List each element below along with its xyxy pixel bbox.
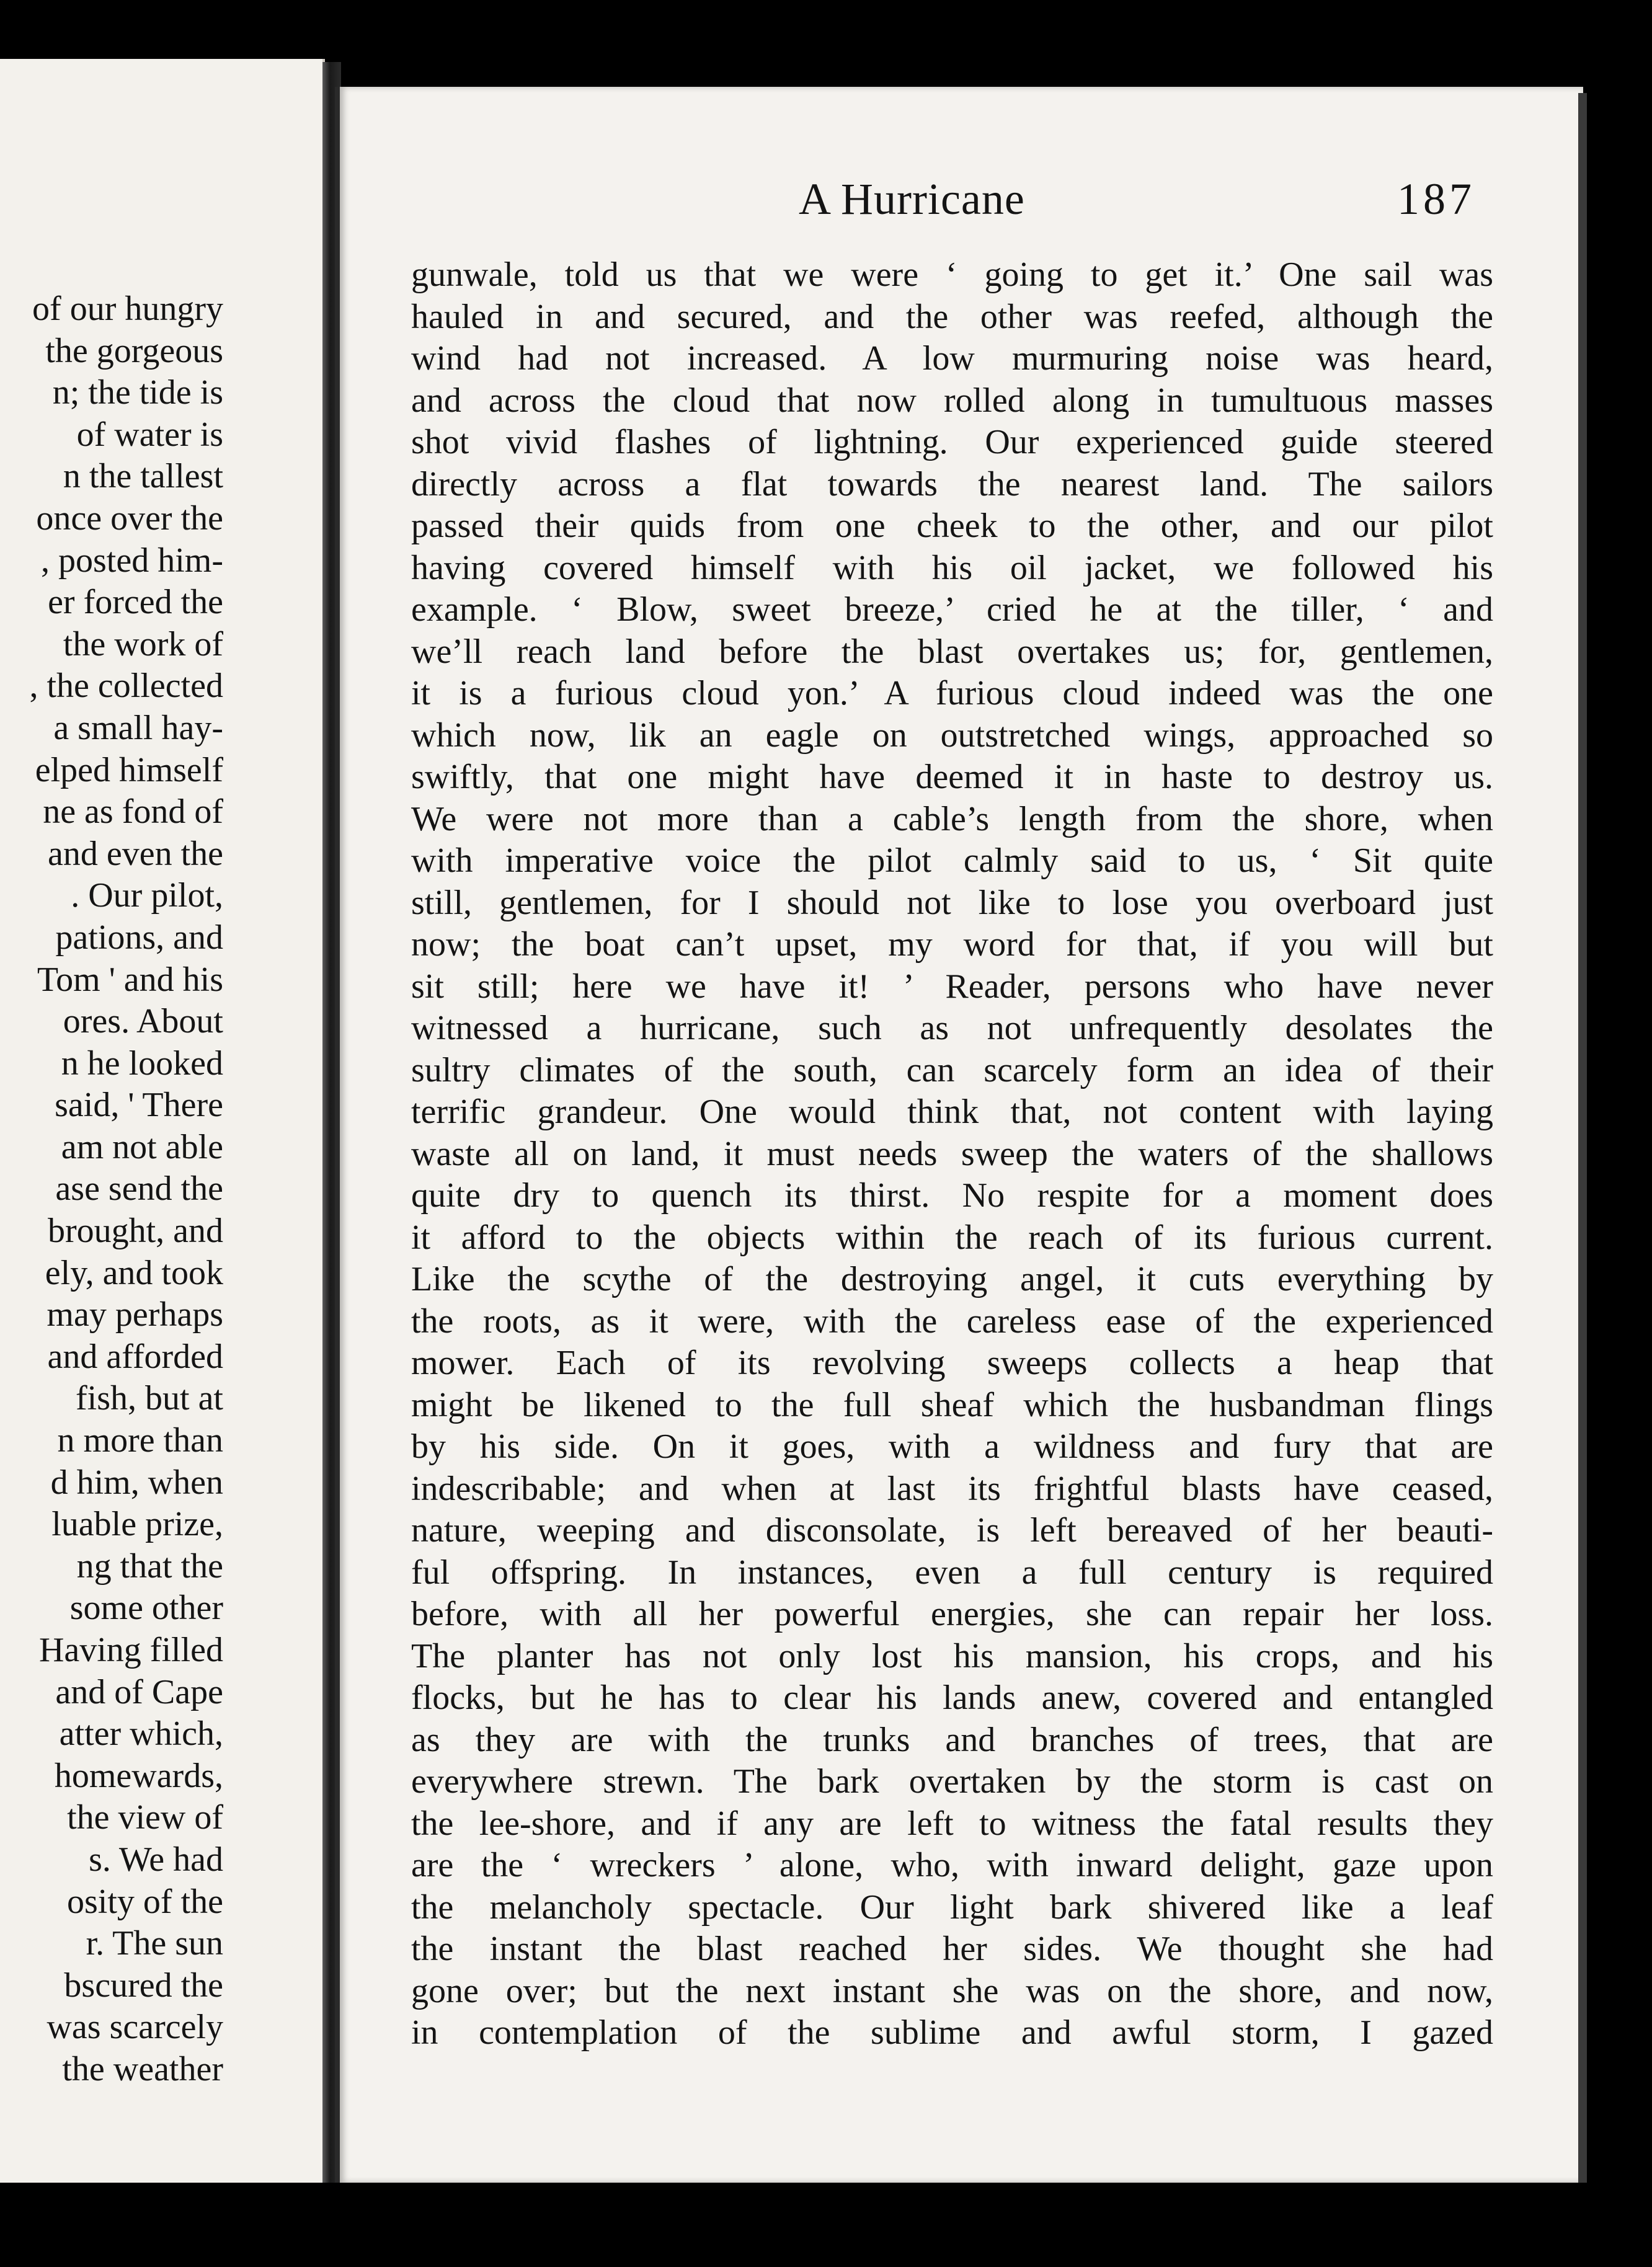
previous-page-line: luable prize, (51, 1505, 223, 1544)
previous-page-line: of our hungry (32, 290, 223, 328)
previous-page-line: some other (69, 1589, 223, 1628)
running-title: A Hurricane (799, 174, 1025, 224)
previous-page-line: am not able (61, 1127, 223, 1166)
previous-page-line: ne as fond of (43, 792, 223, 832)
previous-page-line: n more than (57, 1421, 223, 1460)
text-line: terrific grandeur. One would think that, not content with laying (411, 1093, 1493, 1131)
previous-page-line: the gorgeous (45, 331, 223, 370)
text-line: the instant the blast reached her sides. We thought she had (411, 1930, 1493, 1968)
previous-page-line: er forced the (48, 583, 223, 622)
page-edge (1578, 93, 1587, 2183)
text-line: directly across a flat towards the nearest land. The sailors (411, 464, 1493, 504)
previous-page-line: d him, when (50, 1463, 223, 1502)
previous-page-line: pations, and (55, 918, 223, 957)
text-line: quite dry to quench its thirst. No respite for a moment does (411, 1176, 1493, 1215)
previous-page-line: , posted him- (41, 541, 223, 580)
text-line: still, gentlemen, for I should not like to lose you overboard just (411, 883, 1493, 922)
previous-page-line: may perhaps (47, 1295, 223, 1334)
previous-page-line: n; the tide is (52, 373, 223, 412)
previous-page-line: was scarcely (47, 2008, 223, 2047)
previous-page-line: the weather (62, 2049, 223, 2088)
text-line: before, with all her powerful energies, she can repair her loss. (411, 1595, 1493, 1633)
previous-page-line: elped himself (35, 750, 223, 789)
previous-page-line: the view of (67, 1798, 223, 1837)
previous-page-line: ng that the (76, 1546, 223, 1586)
text-line: by his side. On it goes, with a wildness and fury that are (411, 1427, 1493, 1466)
previous-page-line: osity of the (67, 1882, 223, 1921)
previous-page-line: , the collected (29, 667, 223, 706)
previous-page-line: r. The sun (86, 1924, 223, 1963)
text-line: the melancholy spectacle. Our light bark shivered like a leaf (411, 1888, 1493, 1927)
previous-page-line: . Our pilot, (71, 876, 223, 915)
text-line: might be likened to the full sheaf which the husbandman flings (411, 1385, 1493, 1424)
previous-page-line: brought, and (47, 1212, 223, 1251)
text-line: shot vivid flashes of lightning. Our experienced guide steered (411, 423, 1493, 461)
previous-page-line: Tom ' and his (37, 960, 223, 999)
previous-page-line: atter which, (59, 1715, 223, 1754)
text-line: hauled in and secured, and the other was reefed, although the (411, 297, 1493, 336)
text-line: having covered himself with his oil jacket, we followed his (411, 548, 1493, 587)
text-line: now; the boat can’t upset, my word for that, if you will but (411, 925, 1493, 964)
text-line: the roots, as it were, with the careless ease of the experienced (411, 1302, 1493, 1341)
previous-page-line: n he looked (61, 1044, 223, 1083)
previous-page-line: once over the (36, 499, 223, 538)
text-line: ful offspring. In instances, even a full century is required (411, 1553, 1493, 1592)
text-line: gunwale, told us that we were ‘ going to get it.’ One sail was (411, 255, 1493, 294)
text-line: we’ll reach land before the blast overtakes us; for, gentlemen, (411, 632, 1493, 671)
text-line: gone over; but the next instant she was on the shore, and now, (411, 1971, 1493, 2010)
text-line: waste all on land, it must needs sweep the waters of the shallows (411, 1134, 1493, 1173)
text-line: nature, weeping and disconsolate, is left bereaved of her beauti- (411, 1511, 1493, 1550)
text-line: it is a furious cloud yon.’ A furious cloud indeed was the one (411, 674, 1493, 712)
previous-page-line: n the tallest (63, 457, 223, 496)
previous-page-line: the work of (63, 624, 223, 663)
previous-page-text (29, 288, 223, 2091)
text-line: sultry climates of the south, can scarcely form an idea of their (411, 1050, 1493, 1089)
text-line: We were not more than a cable’s length from the shore, when (411, 799, 1493, 838)
text-line: the lee-shore, and if any are left to witness the fatal results they (411, 1804, 1493, 1843)
previous-page-line: of water is (76, 415, 223, 454)
text-line: which now, lik an eagle on outstretched wings, approached so (411, 716, 1493, 755)
text-line: passed their quids from one cheek to the other, and our pilot (411, 507, 1493, 545)
previous-page-line: and even the (48, 834, 223, 873)
current-page (335, 87, 1583, 2183)
running-head (340, 174, 1583, 229)
text-line: are the ‘ wreckers ’ alone, who, with inward delight, gaze upon (411, 1846, 1493, 1884)
previous-page-line: and of Cape (55, 1672, 223, 1711)
text-line: it afford to the objects within the reach of its furious current. (411, 1218, 1493, 1257)
text-line: and across the cloud that now rolled along in tumultuous masses (411, 381, 1493, 420)
previous-page-line: homewards, (54, 1756, 223, 1795)
text-line: example. ‘ Blow, sweet breeze,’ cried he at the tiller, ‘ and (411, 590, 1493, 629)
previous-page-line: ase send the (55, 1169, 223, 1209)
previous-page-line: a small hay- (53, 708, 223, 747)
text-line: mower. Each of its revolving sweeps collects a heap that (411, 1344, 1493, 1382)
text-line: wind had not increased. A low murmuring noise was heard, (411, 339, 1493, 378)
previous-page-line: said, ' There (55, 1086, 223, 1125)
text-line: sit still; here we have it! ’ Reader, persons who have never (411, 967, 1493, 1006)
text-line: in contemplation of the sublime and awful storm, I gazed (411, 2013, 1493, 2052)
text-line: swiftly, that one might have deemed it in haste to destroy us. (411, 758, 1493, 796)
text-line: The planter has not only lost his mansion, his crops, and his (411, 1636, 1493, 1675)
previous-page-line: and afforded (47, 1337, 223, 1376)
previous-page-line: ores. About (63, 1002, 223, 1041)
previous-page-line: s. We had (89, 1840, 223, 1879)
text-line: witnessed a hurricane, such as not unfrequently desolates the (411, 1009, 1493, 1047)
text-line: with imperative voice the pilot calmly said to us, ‘ Sit quite (411, 841, 1493, 880)
text-line: flocks, but he has to clear his lands anew, covered and entangled (411, 1679, 1493, 1717)
page-body-text (411, 254, 1493, 2054)
previous-page-line: fish, but at (76, 1379, 223, 1418)
text-line: as they are with the trunks and branches of trees, that are (411, 1720, 1493, 1759)
text-line: Like the scythe of the destroying angel, it cuts everything by (411, 1260, 1493, 1298)
previous-page-line: Having filled (38, 1631, 223, 1669)
text-line: everywhere strewn. The bark overtaken by the storm is cast on (411, 1762, 1493, 1801)
text-line: indescribable; and when at last its frightful blasts have ceased, (411, 1469, 1493, 1508)
page-number: 187 (1397, 174, 1475, 224)
previous-page-line: bscured the (64, 1966, 223, 2005)
previous-page (0, 59, 325, 2183)
previous-page-line: ely, and took (45, 1253, 223, 1292)
